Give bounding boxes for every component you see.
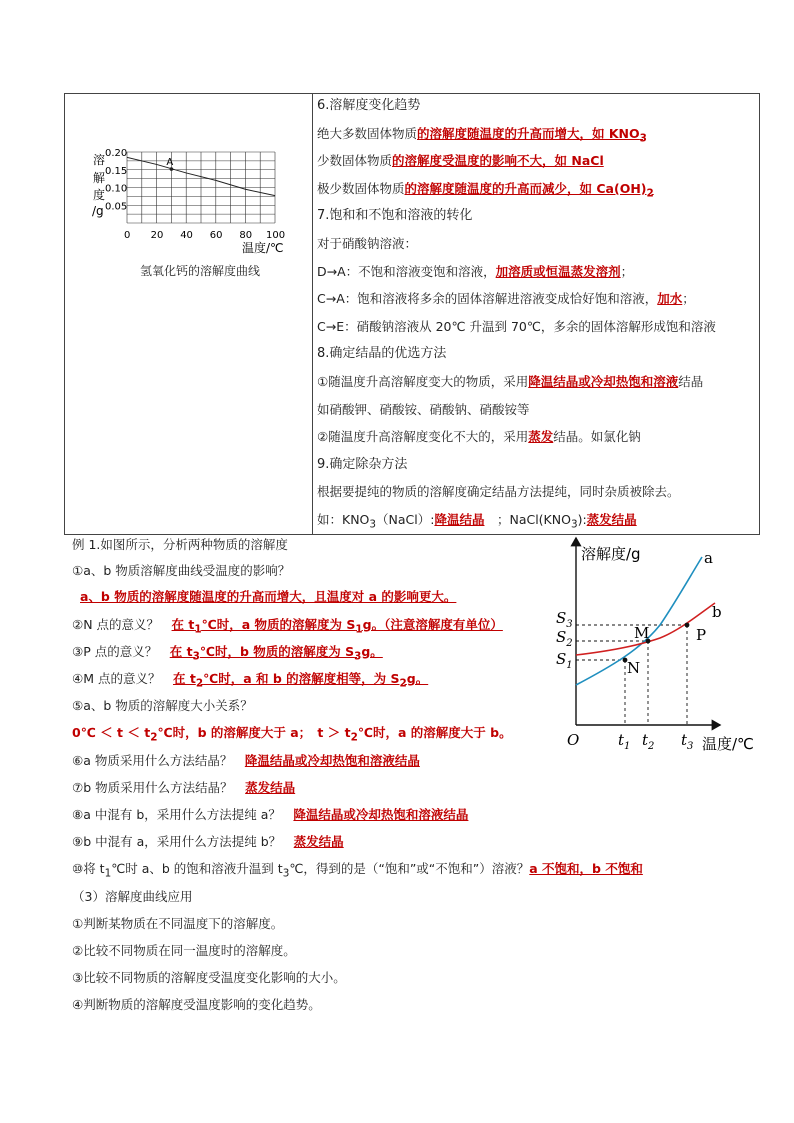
small-x-tick: 60 <box>209 230 223 241</box>
point-n-label: N <box>627 659 641 677</box>
s3-sub: 3 <box>566 619 573 630</box>
section8-m1-end: 结晶 <box>678 373 704 389</box>
a5 <box>72 723 512 744</box>
a2-mid: ℃时，a 物质的溶解度为 S <box>201 617 356 632</box>
q4: ④M 点的意义？ <box>72 671 161 686</box>
section8-title: 8.确定结晶的优选方法 <box>317 346 447 362</box>
q10-row <box>72 859 643 880</box>
knowledge-table <box>64 93 760 535</box>
small-x-tick: 20 <box>150 230 164 241</box>
t1-letter: t <box>618 731 625 749</box>
t1-sub: 1 <box>624 741 631 752</box>
q8: ⑧a 中混有 b，采用什么方法提纯 a？ <box>72 807 281 822</box>
section7-c-e: C→E：硝酸钠溶液从 20℃ 升温到 70℃，多余的固体溶解形成饱和溶液 <box>317 318 716 334</box>
section7-d-a-text: D→A：不饱和溶液变饱和溶液， <box>317 263 496 279</box>
section7-d-a-answer: 加溶质或恒温蒸发溶剂 <box>495 263 621 279</box>
section7-c-a-answer: 加水 <box>657 291 683 307</box>
a5-p2: ℃时，b 的溶解度大于 a； t ＞ t <box>157 725 351 740</box>
q9-row <box>72 832 344 850</box>
a9: 蒸发结晶 <box>293 834 344 849</box>
t2-letter: t <box>642 731 649 749</box>
section6-line1 <box>317 120 755 148</box>
small-ticks <box>105 148 285 241</box>
small-x-tick: 0 <box>124 230 131 241</box>
q2: ②N 点的意义？ <box>72 617 160 632</box>
t2-label <box>642 731 654 752</box>
section6-line3-answer <box>404 180 654 200</box>
s2-sub: 2 <box>566 638 573 649</box>
curve-a-label: a <box>704 549 713 567</box>
section9-ex-mid3: ): <box>577 511 587 527</box>
section6-line2 <box>317 147 755 175</box>
a2-pre: 在 t <box>171 617 195 632</box>
q10-p3: ℃，得到的是（“饱和”或“不饱和”）溶液？ <box>289 861 530 876</box>
q7: ⑦b 物质采用什么方法结晶？ <box>72 780 233 795</box>
q4-row <box>72 669 428 690</box>
small-y-label-3: 度 <box>93 188 106 202</box>
t1-label <box>618 731 630 752</box>
section7-d-a-end: ； <box>620 263 634 279</box>
small-y-label-4: /g <box>92 204 104 218</box>
a4-mid: ℃时，a 和 b 的溶解度相等，为 S <box>203 671 400 686</box>
a3-s2: 3 <box>354 650 362 663</box>
section7-c-a-text: C→A：饱和溶液将多余的固体溶解进溶液变成恰好饱和溶液， <box>317 291 658 307</box>
section9-ex-pre: 如：KNO <box>317 511 370 527</box>
t3-label <box>681 731 693 752</box>
small-y-tick: 0.20 <box>105 148 128 159</box>
q6: ⑥a 物质采用什么方法结晶？ <box>72 753 233 768</box>
section7-intro: 对于硝酸钠溶液： <box>317 235 418 251</box>
section9-ex-answer1: 降温结晶 <box>434 511 485 527</box>
s1-label <box>556 650 573 671</box>
small-y-label-2: 解 <box>93 171 106 185</box>
section9-desc: 根据要提纯的物质的溶解度确定结晶方法提纯，同时杂质被除去。 <box>317 484 680 500</box>
curve-b-label: b <box>712 603 722 621</box>
s1-letter: S <box>556 650 567 668</box>
section8-m2-end: 结晶。如氯化钠 <box>553 429 641 445</box>
section3-item2: ②比较不同物质在同一温度时的溶解度。 <box>72 943 296 958</box>
notes-cell <box>313 94 760 535</box>
small-x-tick: 80 <box>239 230 253 241</box>
a3-s1: 3 <box>192 650 200 663</box>
section7-d-a <box>317 258 755 286</box>
section6-line3-sub: 2 <box>646 187 654 200</box>
section6-title: 6.溶解度变化趋势 <box>317 98 421 113</box>
t3-letter: t <box>681 731 688 749</box>
origin-label: O <box>567 731 580 749</box>
a3-pre: 在 t <box>169 644 193 659</box>
point-p-label: P <box>696 626 707 644</box>
a8: 降温结晶或冷却热饱和溶液结晶 <box>293 807 469 822</box>
small-y-tick: 0.15 <box>105 165 128 177</box>
a6: 降温结晶或冷却热饱和溶液结晶 <box>244 753 420 768</box>
section9-ex-mid2: ；NaCl(KNO <box>484 511 571 527</box>
q2-row <box>72 615 503 636</box>
section6-line1-sub: 3 <box>639 132 647 145</box>
section9-ex-sub2: 3 <box>570 518 578 531</box>
small-x-tick: 40 <box>180 230 193 241</box>
t3-sub: 3 <box>687 741 694 752</box>
q10-s1: 1 <box>104 867 112 880</box>
small-x-label: 温度/℃ <box>242 241 284 255</box>
section8-m1-answer: 降温结晶或冷却热饱和溶液 <box>528 373 679 389</box>
section6-line3-answer-text: 的溶解度随温度的升高而减少，如 Ca(OH) <box>404 180 647 196</box>
small-chart-cell <box>65 94 313 535</box>
solubility-curves-diagram <box>550 535 790 760</box>
section3-title: （3）溶解度曲线应用 <box>72 889 193 904</box>
section9-ex-mid1: （NaCl）: <box>376 511 435 527</box>
section9-ex-answer2: 蒸发结晶 <box>586 511 637 527</box>
section7-c-a-end: ； <box>682 291 695 307</box>
a3-mid: ℃时，b 物质的溶解度为 S <box>199 644 355 659</box>
big-y-label: 溶解度/g <box>581 545 641 563</box>
point-a-label: A <box>166 157 174 169</box>
s3-label <box>556 609 573 630</box>
section9-ex-sub1: 3 <box>369 518 377 531</box>
section6-line2-answer: 的溶解度受温度的影响不大，如 NaCl <box>392 153 604 169</box>
section8-m2-text: ②随温度升高溶解度变化不大的，采用 <box>317 429 529 445</box>
a3 <box>169 644 383 663</box>
section8-m1-text: ①随温度升高溶解度变大的物质，采用 <box>317 373 529 389</box>
section7-title: 7.饱和和不饱和溶液的转化 <box>317 208 473 224</box>
section3-item4: ④判断物质的溶解度受温度影响的变化趋势。 <box>72 997 321 1012</box>
section3-item3: ③比较不同物质的溶解度受温度变化影响的大小。 <box>72 970 346 985</box>
a5-s1: 2 <box>150 731 158 744</box>
a3-post: g。 <box>361 644 383 659</box>
a5-s2: 2 <box>350 731 358 744</box>
a10: a 不饱和，b 不饱和 <box>529 861 643 876</box>
t2-sub: 2 <box>648 741 655 752</box>
point-p <box>685 623 690 628</box>
section6-line3-text: 极少数固体物质 <box>317 180 405 196</box>
a4 <box>172 671 429 690</box>
section8-m1 <box>317 368 755 396</box>
section9-example <box>317 506 755 534</box>
section6-line1-text: 绝大多数固体物质 <box>317 125 418 141</box>
s1-sub: 1 <box>566 660 573 671</box>
a5-text <box>72 725 512 744</box>
big-x-label: 温度/℃ <box>702 735 754 753</box>
a2-s1: 1 <box>194 623 202 636</box>
q10-p1: ⑩将 t <box>72 861 105 876</box>
a4-post: g。 <box>406 671 429 686</box>
a1-text: a、b 物质的溶解度随温度的升高而增大，且温度对 a 的影响更大。 <box>80 589 457 604</box>
q3: ③P 点的意义？ <box>72 644 158 659</box>
section6-line3 <box>317 175 755 203</box>
a5-p3: ℃时，a 的溶解度大于 b。 <box>357 725 512 740</box>
section8-m2 <box>317 423 755 451</box>
section8-m2-answer: 蒸发 <box>528 429 554 445</box>
section8-m1-examples: 如硝酸钾、硝酸铵、硝酸钠、硝酸铵等 <box>317 401 530 417</box>
a4-s2: 2 <box>399 677 407 690</box>
small-x-tick: 100 <box>266 230 286 241</box>
a7: 蒸发结晶 <box>245 780 296 795</box>
small-y-label-1: 溶 <box>93 153 106 167</box>
a4-pre: 在 t <box>172 671 196 686</box>
section6-line2-text: 少数固体物质 <box>317 153 393 169</box>
point-m-label: M <box>634 624 650 642</box>
a2 <box>171 617 503 636</box>
a2-s2: 1 <box>355 623 363 636</box>
example-title: 例 1.如图所示，分析两种物质的溶解度 <box>72 537 288 552</box>
section6-line1-answer <box>417 125 647 145</box>
calcium-hydroxide-chart <box>65 144 310 344</box>
q10-p2: ℃时 a、b 的饱和溶液升温到 t <box>111 861 283 876</box>
q3-row <box>72 642 383 663</box>
q5: ⑤a、b 物质的溶解度大小关系？ <box>72 698 253 713</box>
section7-c-a <box>317 285 755 313</box>
s2-letter: S <box>556 628 567 646</box>
a2-post: g。（注意溶解度有单位） <box>362 617 503 632</box>
q9: ⑨b 中混有 a，采用什么方法提纯 b？ <box>72 834 282 849</box>
section3-item1: ①判断某物质在不同温度下的溶解度。 <box>72 916 284 931</box>
q10-s2: 3 <box>282 867 290 880</box>
a5-p1: 0℃ ＜ t ＜ t <box>72 725 151 740</box>
q8-row <box>72 805 468 823</box>
q6-row <box>72 751 420 769</box>
small-chart-caption: 氢氧化钙的溶解度曲线 <box>140 264 261 278</box>
section9-title: 9.确定除杂方法 <box>317 456 408 472</box>
q1: ①a、b 物质溶解度曲线受温度的影响？ <box>72 563 291 578</box>
s3-letter: S <box>556 609 567 627</box>
s2-label <box>556 628 573 649</box>
small-y-tick: 0.10 <box>105 183 128 195</box>
q7-row <box>72 778 295 796</box>
a4-s1: 2 <box>195 677 204 690</box>
small-y-tick: 0.05 <box>105 201 128 213</box>
a1 <box>80 587 456 605</box>
section6-line1-answer-text: 的溶解度随温度的升高而增大，如 KNO <box>417 125 640 141</box>
